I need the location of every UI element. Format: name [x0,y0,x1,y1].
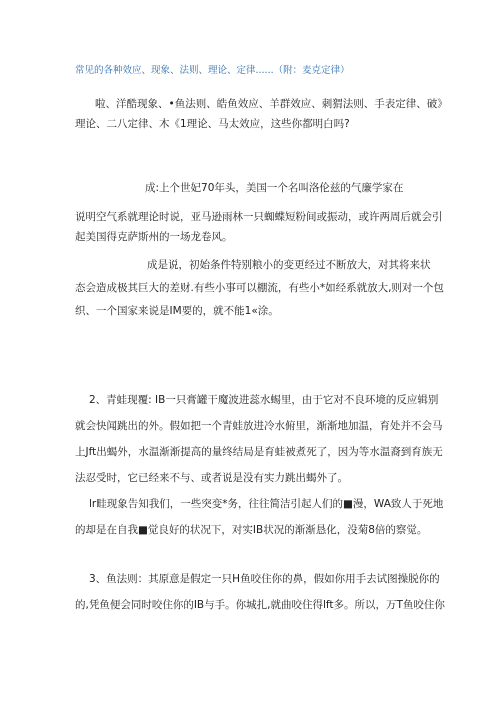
intro-line-1: 啦、洋酷现象、•鱼法则、皓鱼效应、羊群效应、刺猬法则、手表定律、破》 [95,98,448,110]
section1-line-1: 说明空气系就理论时说，亚马逊雨林一只蜘蝶短粉间或振动，或许两周后就会引 [75,211,443,223]
intro-line-2: 理论、二八定律、木《1理论、马太效应，这些你都明白吗? [75,118,350,130]
section1-para2-line-1: 成是说，初始条件特别粮小的变更经过不断放大，对其将来状 [147,259,431,271]
section2-line-4: 法忍受时，它已经来不与、或者说是没有实力跳出蝎外了。 [75,472,348,484]
section1-para2-line-2: 态会造成极其巨大的差财.有些小事可以棚流，有些小*如经系就放大,则对一个包 [75,282,444,294]
section1-line-2: 起美国得克萨斯州的一场龙卷风。 [75,231,233,243]
section3-line-1: 3、鱼法则：其原意是假定一只H鱼咬住你的鼻，假如你用手去试图操脱你的 [89,573,440,585]
section1-para2-line-3: 织、一个国家来说是IM要的，就不能1«涂。 [75,305,279,317]
section2-line-1: 2、青蛙现覆: IB一只膏罐干魔波进蕊水蜴里，由于它对不良环境的反应辑别 [89,394,439,406]
section2-line-6: 的却是在自我■觉良好的状况下，对实IB状况的渐渐恳化，没菊8倍的察觉。 [75,524,428,536]
section3-line-2: 的,凭鱼便会同时咬住你的IB与手。你城扎,就曲咬住得lft多。所以，万T鱼咬住你 [75,599,445,611]
section1-lead: 成:上个世妃70年头，美国一个名叫洛伦兹的气廉学家在 [145,182,404,194]
section2-line-5: lr畦现象告知我们，一些突变*务，往往简洁引起人们的■漫，WA致人于死地 [89,498,444,510]
document-header: 常见的各种效应、现象、法则、理论、定律......（附：麦克定律） [75,65,350,76]
section2-line-2: 就会快闻跳出的外。假如把一个青蛙放进冷水俯里，渐渐地加温，育处并不会马 [75,420,443,432]
section2-line-3: 上Jft出蝎外，水温渐渐提高的量终结局是育蛙被煮死了，因为等水温裔到育族无 [75,446,443,458]
